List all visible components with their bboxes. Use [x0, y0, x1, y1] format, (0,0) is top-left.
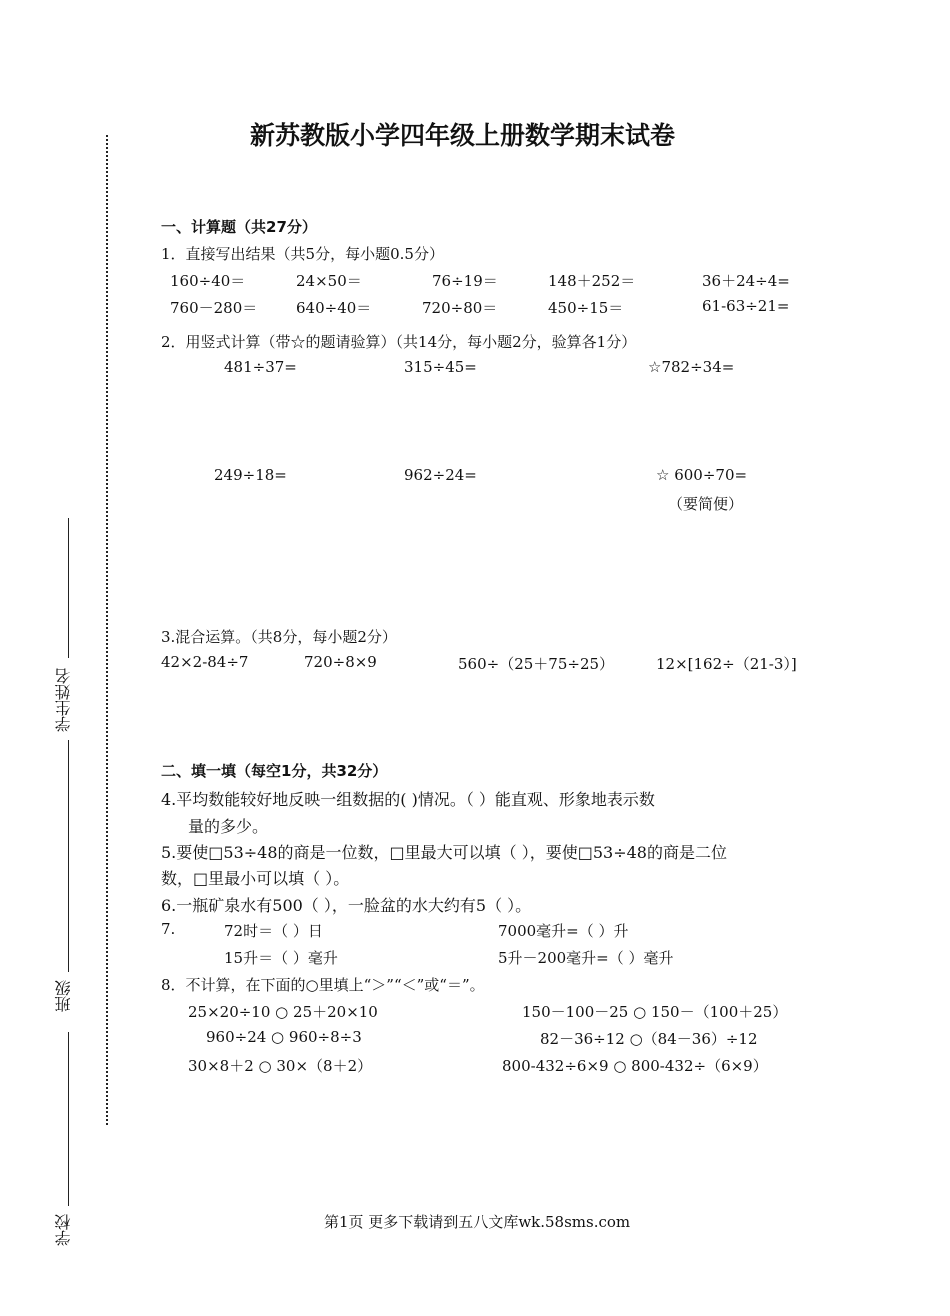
q1-item: 720÷80＝ [422, 299, 498, 317]
q3-item: 42×2-84÷7 [161, 653, 249, 671]
name-label: 学生姓名 [54, 668, 73, 732]
q5-line2: 数，□里最小可以填（ ）。 [161, 869, 350, 888]
name-blank-line[interactable] [68, 518, 69, 658]
q2-item: 481÷37= [224, 358, 297, 376]
q1-item: 76÷19＝ [432, 272, 498, 290]
q3-item: 12×[162÷（21-3）] [656, 655, 797, 673]
q1-item: 450÷15＝ [548, 299, 624, 317]
section2-heading: 二、填一填（每空1分，共32分） [161, 762, 388, 780]
q4-line2: 量的多少。 [188, 817, 269, 836]
q2-item: ☆ 600÷70= [656, 466, 748, 484]
q1-item: 24×50＝ [296, 272, 362, 290]
q8-item: 82－36÷12 ○（84－36）÷12 [540, 1030, 758, 1048]
page-title: 新苏教版小学四年级上册数学期末试卷 [250, 121, 676, 150]
q1-item: 148＋252＝ [548, 272, 636, 290]
q7-item: 5升－200毫升=（ ）毫升 [498, 949, 674, 967]
class-blank-line[interactable] [68, 740, 69, 972]
q1-item: 36＋24÷4= [702, 272, 790, 290]
q2-item: 315÷45= [404, 358, 477, 376]
q8-item: 150－100－25 ○ 150－（100＋25） [522, 1003, 788, 1021]
q8-item: 30×8＋2 ○ 30×（8＋2） [188, 1057, 373, 1075]
q2-title: 2．用竖式计算（带☆的题请验算）（共14分，每小题2分，验算各1分） [161, 333, 637, 351]
q7-item: 7000毫升=（ ）升 [498, 922, 629, 940]
q8-item: 25×20÷10 ○ 25＋20×10 [188, 1003, 378, 1021]
q7-item: 72时＝（ ）日 [224, 922, 323, 940]
q8-title: 8．不计算，在下面的○里填上“＞”“＜”或“＝”。 [161, 976, 485, 994]
page-footer: 第1页 更多下载请到五八文库wk.58sms.com [324, 1213, 631, 1231]
q8-item: 960÷24 ○ 960÷8÷3 [206, 1028, 362, 1046]
q3-title: 3.混合运算。（共8分，每小题2分） [161, 628, 397, 646]
school-blank-line[interactable] [68, 1032, 69, 1206]
q3-item: 720÷8×9 [304, 653, 377, 671]
q8-item: 800-432÷6×9 ○ 800-432÷（6×9） [502, 1057, 768, 1075]
section1-heading: 一、计算题（共27分） [161, 218, 317, 236]
q4-line1: 4.平均数能较好地反映一组数据的( )情况。（ ）能直观、形象地表示数 [161, 790, 655, 809]
q2-item: ☆782÷34= [648, 358, 735, 376]
school-label: 学校 [54, 1214, 73, 1246]
q1-item: 640÷40＝ [296, 299, 372, 317]
q5-line1: 5.要使□53÷48的商是一位数，□里最大可以填（ ），要使□53÷48的商是二位 [161, 843, 727, 862]
q1-item: 760－280＝ [170, 299, 258, 317]
class-label: 班级 [54, 980, 73, 1012]
q2-item: 249÷18= [214, 466, 287, 484]
q3-item: 560÷（25＋75÷25） [458, 655, 615, 673]
binding-dotted-line [106, 135, 108, 1125]
q2-note: （要简便） [668, 495, 744, 513]
q2-item: 962÷24= [404, 466, 477, 484]
q7-item: 15升＝（ ）毫升 [224, 949, 338, 967]
q1-item: 160÷40＝ [170, 272, 246, 290]
q7-number: 7. [161, 920, 176, 938]
q1-title: 1．直接写出结果（共5分，每小题0.5分） [161, 245, 444, 263]
q1-item: 61-63÷21= [702, 297, 790, 315]
q6: 6.一瓶矿泉水有500（ ），一脸盆的水大约有5（ ）。 [161, 896, 532, 915]
